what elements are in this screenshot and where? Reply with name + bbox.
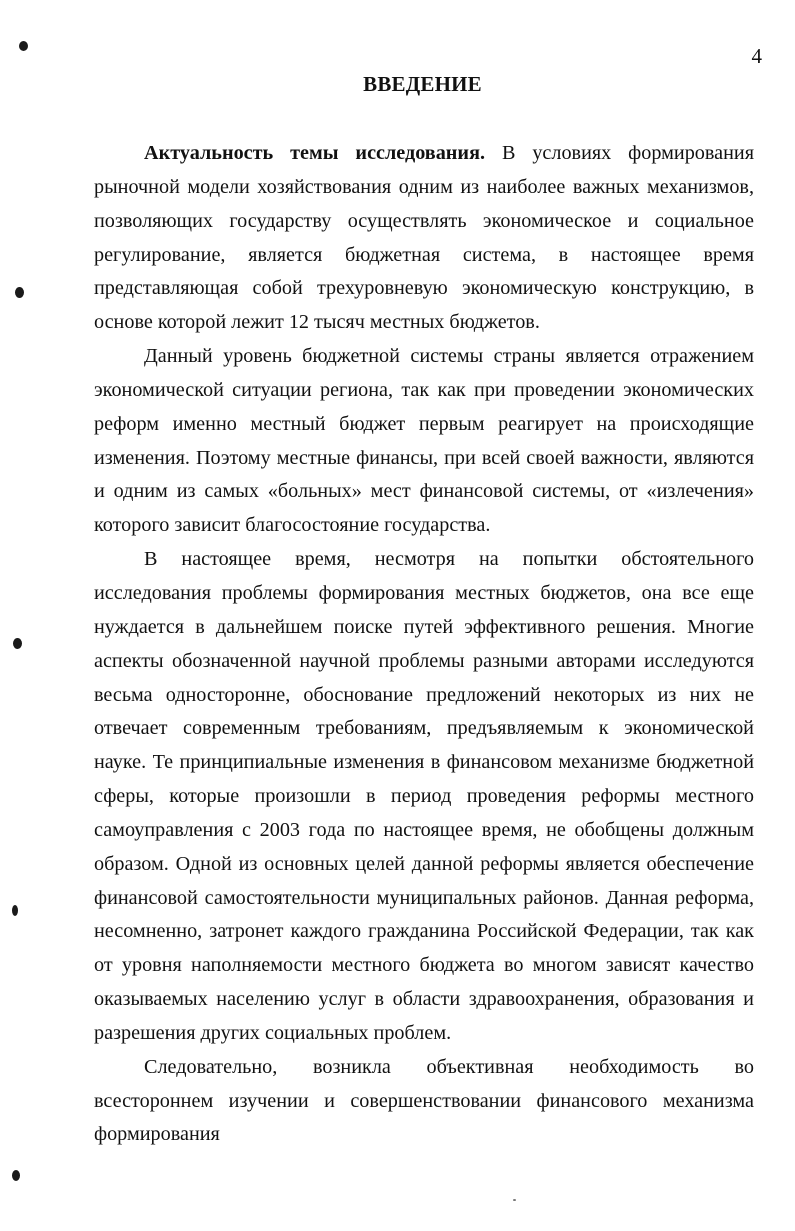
punch-hole-mark (19, 41, 28, 51)
relevance-text: В условиях формирования рыночной модели хозяйствования одним из наиболее важных механизмов, позволяющих государству осуществлять экономическое и социальное регулирование, является бюджетная система, в настоящее время представляющая собой трехуровневую экономическую конструкцию, в основе которой лежит 12 тысяч местных бюджетов. (94, 142, 755, 334)
punch-hole-mark (15, 287, 24, 298)
punch-hole-mark (12, 905, 18, 916)
paragraph-budget-level: Данный уровень бюджетной системы страны является отражением экономической ситуации региона, так как при проведении экономических реформ именно местный бюджет первым реагирует на происходящие изменения. Поэтому местные финансы, при всей своей важности, являются и одним из самых «больных» мест финансовой системы, от «излечения» которого зависит благосостояние государства. (94, 345, 754, 537)
paragraph-current-state: В настоящее время, несмотря на попытки обстоятельного исследования проблемы формирования местных бюджетов, она все еще нуждается в дальнейшем поиске путей эффективного решения. Многие аспекты обозначенной научной проблемы разными авторами исследуются весьма односторонне, обоснование предложений некоторых из них не отвечает современным требованиям, предъявляемым к экономической науке. Те принципиальные изменения в финансовом механизме бюджетной сферы, которые произошли в период проведения реформы местного самоуправления с 2003 года по настоящее время, не обобщены должным образом. Одной из основных целей данной реформы является обеспечение финансовой самостоятельности муниципальных районов. Данная реформа, несомненно, затронет каждого гражданина Российской Федерации, так как от уровня наполняемости местного бюджета во многом зависят качество оказываемых населению услуг в области здравоохранения, образования и разрешения других социальных проблем. (94, 548, 754, 1044)
punch-hole-mark (13, 638, 22, 649)
punch-hole-mark (12, 1170, 20, 1181)
paragraph-relevance (94, 137, 754, 340)
document-body (94, 137, 754, 1152)
scan-speck (513, 1199, 516, 1201)
relevance-lead: Актуальность темы исследования. (144, 142, 486, 164)
paragraph-conclusion: Следовательно, возникла объективная необходимость во всестороннем изучении и совершенствовании финансового механизма формирования (94, 1055, 754, 1146)
page-number: 4 (751, 44, 762, 68)
page-title: ВВЕДЕНИЕ (363, 72, 482, 96)
